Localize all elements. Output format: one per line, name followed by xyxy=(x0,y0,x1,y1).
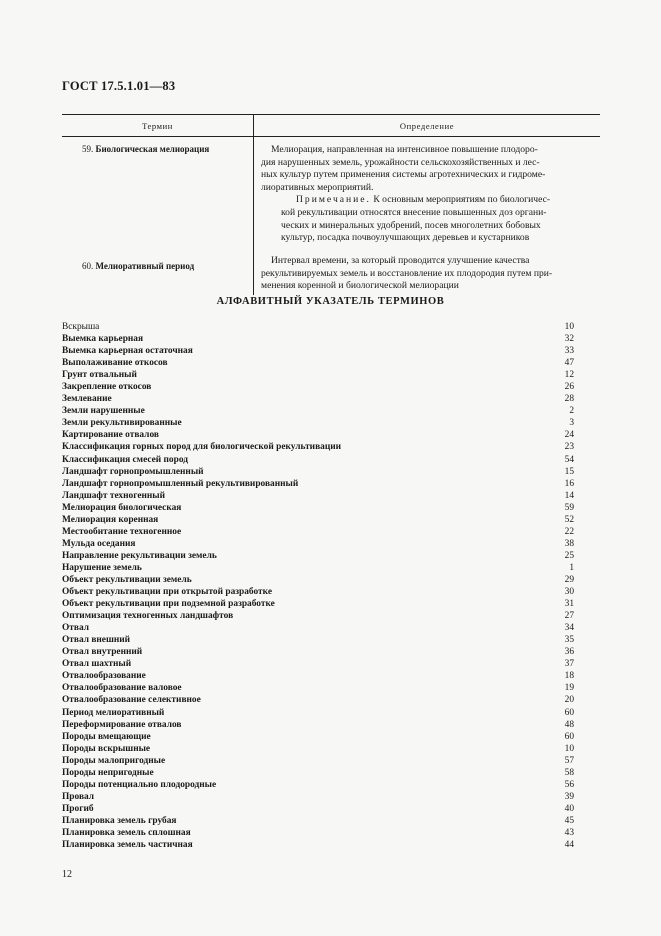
definition-line: Мелиорация, направленная на интенсивное повышение плодоро- xyxy=(271,144,538,155)
index-entry xyxy=(62,791,574,803)
index-page-number: 56 xyxy=(564,779,574,790)
index-page-number: 20 xyxy=(564,695,574,706)
index-page-number: 32 xyxy=(564,334,574,345)
index-term: Направление рекультивации земель xyxy=(62,550,217,561)
index-page-number: 16 xyxy=(564,478,574,489)
index-page-number: 10 xyxy=(564,322,574,332)
index-term: Землевание xyxy=(62,394,112,405)
definition-line: ных культур путем применения системы агротехнических и гидроме- xyxy=(261,169,546,181)
index-page-number: 3 xyxy=(569,418,574,429)
index-entry xyxy=(62,550,574,562)
index-page-number: 28 xyxy=(564,394,574,405)
note-line: ческих и минеральных удобрений, посев многолетних бобовых xyxy=(281,219,541,231)
index-entry xyxy=(62,526,574,538)
index-page-number: 15 xyxy=(564,466,574,477)
index-entry xyxy=(62,610,574,622)
standard-header: ГОСТ 17.5.1.01—83 xyxy=(62,79,176,93)
index-term: Выемка карьерная xyxy=(62,334,144,345)
index-term: Ландшафт техногенный xyxy=(62,490,166,501)
index-page-number: 2 xyxy=(569,406,574,417)
page-number: 12 xyxy=(62,869,72,880)
index-term: Мульда оседания xyxy=(62,538,136,549)
index-page-number: 12 xyxy=(564,370,574,381)
index-term: Планировка земель сплошная xyxy=(62,827,191,838)
index-page-number: 44 xyxy=(564,840,574,851)
index-page-number: 45 xyxy=(564,815,574,826)
index-term: Отвал внешний xyxy=(62,635,131,646)
index-term: Отвалообразование селективное xyxy=(62,695,201,706)
index-page-number: 19 xyxy=(564,683,574,694)
index-page-number: 1 xyxy=(569,562,574,573)
index-entry xyxy=(62,719,574,731)
index-term: Ландшафт горнопромышленный рекультивированный xyxy=(62,478,299,489)
index-entry xyxy=(62,803,574,815)
index-term: Отвал внутренний xyxy=(62,647,143,658)
term-number: 60. xyxy=(82,261,94,271)
definition-line: Интервал времени, за который проводится улучшение качества xyxy=(271,255,530,266)
index-term: Классификация горных пород для биологической рекультивации xyxy=(62,442,342,453)
index-entry xyxy=(62,670,574,682)
index-entry xyxy=(62,454,574,466)
index-page-number: 54 xyxy=(564,454,574,465)
index-entry xyxy=(62,429,574,441)
index-entry xyxy=(62,381,574,393)
index-page-number: 59 xyxy=(564,502,574,513)
index-page-number: 57 xyxy=(564,755,574,766)
note-line: культур, посадка почвоулучшающих деревьев и кустарников xyxy=(281,232,530,244)
index-entry xyxy=(62,646,574,658)
term-name: Биологическая мелиорация xyxy=(95,144,210,154)
index-entry xyxy=(62,441,574,453)
index-title: АЛФАВИТНЫЙ УКАЗАТЕЛЬ ТЕРМИНОВ xyxy=(216,296,445,307)
index-entry xyxy=(62,839,574,851)
index-entry xyxy=(62,333,574,345)
index-entry xyxy=(62,345,574,357)
index-term: Породы малопригодные xyxy=(62,755,166,766)
index-page-number: 39 xyxy=(564,791,574,802)
index-entry xyxy=(62,634,574,646)
index-entry xyxy=(62,369,574,381)
index-entry xyxy=(62,393,574,405)
index-page-number: 24 xyxy=(564,430,574,441)
table-header-row xyxy=(62,114,600,137)
index-term: Отвалообразование валовое xyxy=(62,683,182,694)
index-entry xyxy=(62,743,574,755)
index-page-number: 10 xyxy=(564,743,574,754)
index-entry xyxy=(62,586,574,598)
index-page-number: 22 xyxy=(564,526,574,537)
table-body xyxy=(62,137,600,297)
note-line: кой рекультивации относятся внесение повышенных доз органи- xyxy=(281,206,547,218)
index-entry xyxy=(62,779,574,791)
definition-cell xyxy=(261,144,600,245)
index-entry xyxy=(62,405,574,417)
definition-cell xyxy=(261,255,600,293)
index-term: Отвал xyxy=(62,623,89,634)
index-page-number: 52 xyxy=(564,514,574,525)
index-term: Выемка карьерная остаточная xyxy=(62,346,193,357)
index-page-number: 35 xyxy=(564,635,574,646)
index-entry xyxy=(62,658,574,670)
index-entry xyxy=(62,502,574,514)
definition-line: дия нарушенных земель, урожайности сельскохозяйственных и лес- xyxy=(261,156,540,168)
term-number: 59. xyxy=(82,144,94,154)
index-page-number: 58 xyxy=(564,767,574,778)
index-page-number: 48 xyxy=(564,719,574,730)
index-entry xyxy=(62,755,574,767)
index-term: Выполаживание откосов xyxy=(62,358,168,369)
index-term: Породы вмещающие xyxy=(62,731,151,742)
index-page-number: 60 xyxy=(564,707,574,718)
index-page-number: 33 xyxy=(564,346,574,357)
index-entry xyxy=(62,417,574,429)
index-page-number: 23 xyxy=(564,442,574,453)
index-term: Прогиб xyxy=(62,803,94,814)
index-term: Вскрыша xyxy=(62,322,100,332)
index-term: Отвал шахтный xyxy=(62,659,132,670)
index-term: Переформирование отвалов xyxy=(62,719,182,730)
index-entry xyxy=(62,574,574,586)
index-entry xyxy=(62,827,574,839)
index-page-number: 60 xyxy=(564,731,574,742)
index-term: Земли нарушенные xyxy=(62,406,145,417)
index-term: Закрепление откосов xyxy=(62,382,152,393)
index-term: Объект рекультивации при подземной разработке xyxy=(62,599,275,610)
index-term: Период мелиоративный xyxy=(62,707,165,718)
index-term: Отвалообразование xyxy=(62,671,146,682)
index-page-number: 40 xyxy=(564,803,574,814)
column-divider xyxy=(253,137,254,295)
index-entry xyxy=(62,357,574,369)
index-term: Мелиорация коренная xyxy=(62,514,159,525)
index-entry xyxy=(62,767,574,779)
column-header-term: Термин xyxy=(62,115,254,136)
index-term: Объект рекультивации земель xyxy=(62,574,192,585)
index-entry xyxy=(62,815,574,827)
index-entry xyxy=(62,514,574,526)
index-term: Ландшафт горнопромышленный xyxy=(62,466,204,477)
note-line xyxy=(261,194,600,207)
index-entry xyxy=(62,707,574,719)
index-page-number: 36 xyxy=(564,647,574,658)
index-page-number: 43 xyxy=(564,827,574,838)
index-term: Объект рекультивации при открытой разработке xyxy=(62,587,272,598)
index-term: Нарушение земель xyxy=(62,562,142,573)
index-term: Картирование отвалов xyxy=(62,430,159,441)
index-page-number: 31 xyxy=(564,599,574,610)
index-term: Провал xyxy=(62,791,95,802)
index-entry xyxy=(62,538,574,550)
index-page-number: 25 xyxy=(564,550,574,561)
index-entry xyxy=(62,562,574,574)
index-page-number: 38 xyxy=(564,538,574,549)
definition-line: менения коренной и биологической мелиорации xyxy=(261,280,459,292)
term-name: Мелиоративный период xyxy=(95,261,195,271)
index-entry xyxy=(62,478,574,490)
note-text: К основным мероприятиям по биологичес- xyxy=(373,194,551,206)
index-page-number: 14 xyxy=(564,490,574,501)
index-page-number: 26 xyxy=(564,382,574,393)
index-entry xyxy=(62,598,574,610)
index-term: Планировка земель частичная xyxy=(62,840,193,851)
index-page-number: 29 xyxy=(564,574,574,585)
index-entry xyxy=(62,694,574,706)
index-term: Грунт отвальный xyxy=(62,370,137,381)
index-entry xyxy=(62,622,574,634)
index-page-number: 30 xyxy=(564,587,574,598)
term-cell xyxy=(82,144,209,154)
index-term: Породы непригодные xyxy=(62,767,154,778)
index-page-number: 47 xyxy=(564,358,574,369)
note-label: Примечание. xyxy=(296,194,371,206)
index-entry xyxy=(62,321,574,333)
index-page-number: 34 xyxy=(564,623,574,634)
index-term: Классификация смесей пород xyxy=(62,454,188,465)
index-entry xyxy=(62,466,574,478)
term-cell xyxy=(82,261,194,271)
column-header-definition: Определение xyxy=(399,120,455,131)
definition-line: лиоративных мероприятий. xyxy=(261,181,374,193)
index-entry xyxy=(62,682,574,694)
index-page-number: 27 xyxy=(564,611,574,622)
index-page-number: 18 xyxy=(564,671,574,682)
index-entry xyxy=(62,490,574,502)
index-term: Планировка земель грубая xyxy=(62,815,177,826)
index-entry xyxy=(62,731,574,743)
index-term: Оптимизация техногенных ландшафтов xyxy=(62,611,234,622)
definition-line: рекультивируемых земель и восстановление их плодородия путем при- xyxy=(261,267,553,279)
definition-table xyxy=(62,114,600,297)
index-term: Породы вскрышные xyxy=(62,743,151,754)
index-term: Земли рекультивированные xyxy=(62,418,182,429)
index-term: Мелиорация биологическая xyxy=(62,502,182,513)
index-term: Породы потенциально плодородные xyxy=(62,779,217,790)
index-term: Местообитание техногенное xyxy=(62,526,182,537)
index-page-number: 37 xyxy=(564,659,574,670)
alphabetical-index xyxy=(62,321,574,851)
